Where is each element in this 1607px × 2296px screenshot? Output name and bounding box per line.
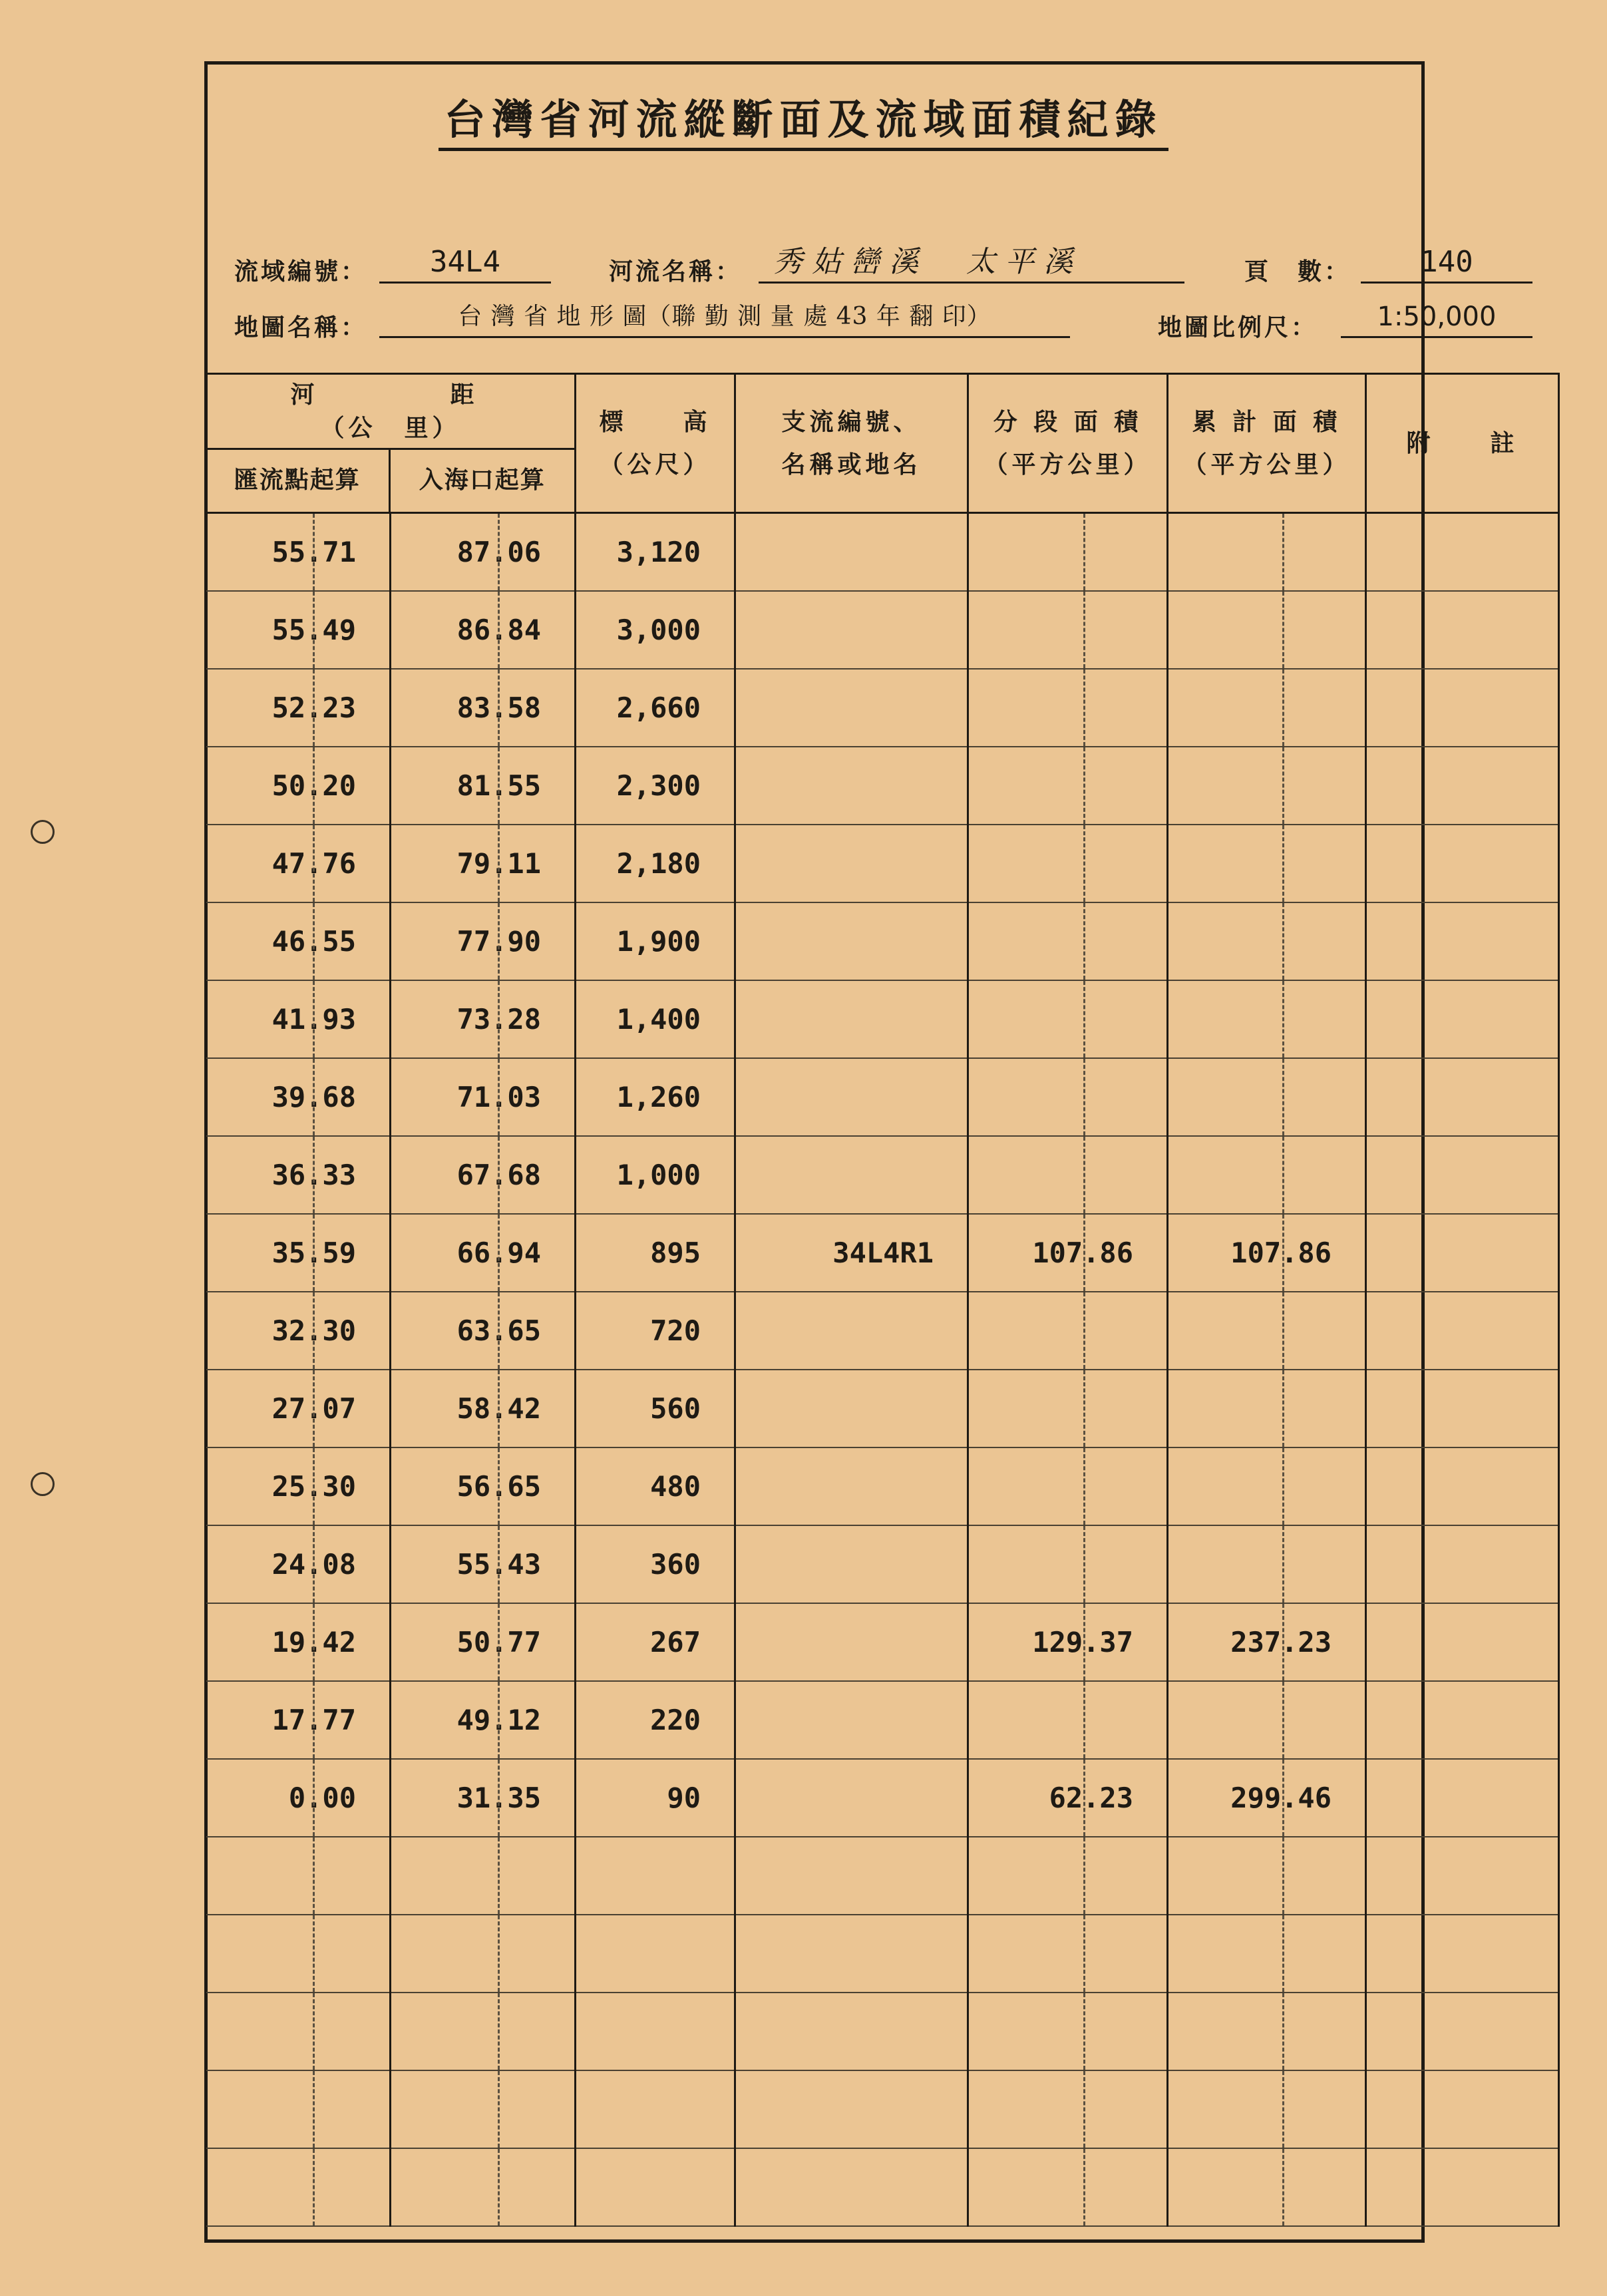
from-mouth-cell: [391, 2148, 576, 2226]
cumulative-area-cell: 107.86: [1168, 1214, 1366, 1292]
decimal-guide-line: [1282, 825, 1284, 902]
from-confluence-cell: [206, 1993, 391, 2070]
remarks-cell: [1366, 825, 1559, 902]
remarks-cell: [1366, 1525, 1559, 1603]
segment-area-cell: [968, 2148, 1168, 2226]
table-row: [206, 1447, 1559, 1525]
from-mouth-cell: 63.65: [391, 1292, 576, 1370]
from-confluence-cell: 17.77: [206, 1681, 391, 1759]
segment-area-cell: [968, 1525, 1168, 1603]
decimal-guide-line: [1282, 670, 1284, 746]
remarks-cell: [1366, 1993, 1559, 2070]
cumulative-area-cell: [1168, 1058, 1366, 1136]
remarks-cell: [1366, 1837, 1559, 1915]
decimal-guide-line: [1083, 1915, 1085, 1992]
segment-area-cell: [968, 902, 1168, 980]
elevation-cell: [576, 1993, 735, 2070]
decimal-guide-line: [1282, 1993, 1284, 2070]
decimal-guide-line: [1083, 1137, 1085, 1213]
cumulative-area-cell: 237.23: [1168, 1603, 1366, 1681]
decimal-guide-line: [1282, 981, 1284, 1057]
table-row: [206, 825, 1559, 902]
from-confluence-cell: 27.07: [206, 1370, 391, 1447]
elevation-cell: 1,400: [576, 980, 735, 1058]
remarks-cell: [1366, 2070, 1559, 2148]
decimal-guide-line: [1083, 1837, 1085, 1914]
scale-label: 地圖比例尺：: [1158, 313, 1318, 341]
tributary-cell: [735, 1058, 968, 1136]
decimal-guide-line: [498, 1448, 500, 1525]
decimal-guide-line: [1282, 1682, 1284, 1758]
decimal-guide-line: [1282, 1448, 1284, 1525]
tributary-cell: [735, 1993, 968, 2070]
cumulative-area-cell: [1168, 825, 1366, 902]
from-mouth-cell: [391, 1993, 576, 2070]
decimal-guide-line: [313, 1292, 315, 1369]
decimal-guide-line: [498, 1137, 500, 1213]
from-confluence-cell: [206, 1837, 391, 1915]
from-mouth-cell: 86.84: [391, 591, 576, 669]
remarks-cell: [1366, 902, 1559, 980]
scale-field: 1:50,000: [1341, 299, 1532, 338]
segment-area-cell: 129.37: [968, 1603, 1168, 1681]
decimal-guide-line: [1083, 747, 1085, 824]
decimal-guide-line: [498, 1993, 500, 2070]
decimal-guide-line: [313, 2149, 315, 2225]
cumulative-area-cell: [1168, 1837, 1366, 1915]
decimal-guide-line: [1282, 592, 1284, 668]
cumulative-area-title: 累 計 面 積: [1192, 408, 1341, 436]
segment-area-header: [968, 374, 1168, 513]
from-mouth-cell: 31.35: [391, 1759, 576, 1837]
from-confluence-cell: [206, 2148, 391, 2226]
decimal-guide-line: [313, 1526, 315, 1603]
table-row: [206, 1370, 1559, 1447]
table-row: [206, 1058, 1559, 1136]
decimal-guide-line: [1083, 903, 1085, 980]
tributary-cell: [735, 591, 968, 669]
decimal-guide-line: [1282, 1292, 1284, 1369]
remarks-cell: [1366, 1136, 1559, 1214]
decimal-guide-line: [1083, 1215, 1085, 1291]
decimal-guide-line: [313, 514, 315, 590]
decimal-guide-line: [1282, 1915, 1284, 1992]
decimal-guide-line: [1083, 1292, 1085, 1369]
decimal-guide-line: [1083, 514, 1085, 590]
decimal-guide-line: [1083, 1059, 1085, 1135]
from-mouth-cell: 66.94: [391, 1214, 576, 1292]
from-confluence-cell: 50.20: [206, 747, 391, 825]
from-mouth-cell: 50.77: [391, 1603, 576, 1681]
from-mouth-cell: 71.03: [391, 1058, 576, 1136]
decimal-guide-line: [1282, 1370, 1284, 1447]
remarks-cell: [1366, 1058, 1559, 1136]
decimal-guide-line: [1282, 903, 1284, 980]
from-mouth-cell: 81.55: [391, 747, 576, 825]
distance-header: [206, 374, 576, 513]
from-mouth-cell: [391, 2070, 576, 2148]
elevation-cell: 360: [576, 1525, 735, 1603]
cumulative-area-cell: [1168, 1292, 1366, 1370]
tributary-title: 支流編號、: [781, 408, 922, 436]
elevation-cell: 895: [576, 1214, 735, 1292]
from-confluence-cell: 41.93: [206, 980, 391, 1058]
remarks-cell: [1366, 980, 1559, 1058]
elevation-cell: 1,260: [576, 1058, 735, 1136]
from-confluence-cell: 36.33: [206, 1136, 391, 1214]
elevation-unit: （公尺）: [599, 451, 711, 478]
river-name-field: 秀姑巒溪 太平溪: [759, 245, 1184, 284]
tributary-title-2: 名稱或地名: [781, 451, 922, 478]
cumulative-area-header: [1168, 374, 1366, 513]
remarks-cell: [1366, 1681, 1559, 1759]
from-confluence-header: 匯流點起算: [206, 448, 391, 512]
decimal-guide-line: [313, 747, 315, 824]
cumulative-area-cell: [1168, 1681, 1366, 1759]
cumulative-area-cell: [1168, 669, 1366, 747]
segment-area-cell: [968, 1370, 1168, 1447]
segment-area-cell: [968, 1136, 1168, 1214]
form-title-wrap: [0, 87, 1607, 146]
cumulative-area-cell: [1168, 591, 1366, 669]
elevation-cell: 480: [576, 1447, 735, 1525]
table-row: [206, 902, 1559, 980]
remarks-cell: [1366, 591, 1559, 669]
segment-area-cell: 107.86: [968, 1214, 1168, 1292]
table-row: [206, 2148, 1559, 2226]
from-confluence-cell: 46.55: [206, 902, 391, 980]
decimal-guide-line: [1083, 981, 1085, 1057]
remarks-cell: [1366, 513, 1559, 592]
decimal-guide-line: [498, 670, 500, 746]
segment-area-cell: [968, 1837, 1168, 1915]
table-row: [206, 2070, 1559, 2148]
tributary-cell: [735, 1136, 968, 1214]
decimal-guide-line: [498, 592, 500, 668]
decimal-guide-line: [498, 1915, 500, 1992]
from-confluence-cell: 35.59: [206, 1214, 391, 1292]
cumulative-area-cell: [1168, 1136, 1366, 1214]
river-name-label: 河流名稱：: [609, 258, 743, 286]
decimal-guide-line: [1083, 1760, 1085, 1836]
binder-hole-top: [31, 820, 55, 844]
map-name-field: 台 灣 省 地 形 圖（聯 勤 測 量 處 43 年 翻 印）: [379, 299, 1070, 338]
decimal-guide-line: [498, 1059, 500, 1135]
decimal-guide-line: [1282, 1215, 1284, 1291]
from-mouth-cell: 79.11: [391, 825, 576, 902]
from-mouth-cell: [391, 1915, 576, 1993]
from-confluence-cell: 55.49: [206, 591, 391, 669]
decimal-guide-line: [498, 1526, 500, 1603]
segment-area-unit: （平方公里）: [983, 451, 1152, 478]
segment-area-cell: [968, 825, 1168, 902]
from-mouth-cell: 58.42: [391, 1370, 576, 1447]
decimal-guide-line: [313, 1915, 315, 1992]
cumulative-area-cell: [1168, 2148, 1366, 2226]
tributary-cell: [735, 902, 968, 980]
decimal-guide-line: [1282, 1059, 1284, 1135]
decimal-guide-line: [498, 1760, 500, 1836]
segment-area-cell: [968, 669, 1168, 747]
decimal-guide-line: [1282, 1604, 1284, 1680]
cumulative-area-cell: [1168, 2070, 1366, 2148]
decimal-guide-line: [1083, 2071, 1085, 2148]
cumulative-area-cell: 299.46: [1168, 1759, 1366, 1837]
decimal-guide-line: [498, 747, 500, 824]
decimal-guide-line: [1083, 1526, 1085, 1603]
elevation-cell: 2,660: [576, 669, 735, 747]
tributary-cell: [735, 1603, 968, 1681]
decimal-guide-line: [498, 825, 500, 902]
tributary-cell: [735, 980, 968, 1058]
from-mouth-cell: 56.65: [391, 1447, 576, 1525]
tributary-cell: [735, 1292, 968, 1370]
segment-area-cell: [968, 1292, 1168, 1370]
elevation-cell: 3,120: [576, 513, 735, 592]
decimal-guide-line: [498, 2149, 500, 2225]
decimal-guide-line: [1282, 747, 1284, 824]
elevation-cell: 3,000: [576, 591, 735, 669]
decimal-guide-line: [498, 1682, 500, 1758]
decimal-guide-line: [1282, 2071, 1284, 2148]
elevation-cell: 2,300: [576, 747, 735, 825]
cumulative-area-cell: [1168, 1370, 1366, 1447]
cumulative-area-cell: [1168, 513, 1366, 592]
basin-no-label: 流域編號：: [234, 258, 368, 286]
decimal-guide-line: [498, 514, 500, 590]
tributary-cell: 34L4R1: [735, 1214, 968, 1292]
basin-no-field: 34L4: [379, 245, 551, 284]
elevation-cell: [576, 1915, 735, 1993]
remarks-cell: [1366, 1915, 1559, 1993]
decimal-guide-line: [1282, 1837, 1284, 1914]
elevation-title: 標 高: [599, 408, 711, 436]
tributary-cell: [735, 1759, 968, 1837]
table-row: [206, 980, 1559, 1058]
tributary-cell: [735, 669, 968, 747]
table-row: [206, 747, 1559, 825]
from-confluence-cell: 19.42: [206, 1603, 391, 1681]
decimal-guide-line: [313, 1993, 315, 2070]
segment-area-cell: [968, 2070, 1168, 2148]
segment-area-cell: [968, 980, 1168, 1058]
table-header-row: [206, 374, 1559, 513]
decimal-guide-line: [1282, 1526, 1284, 1603]
from-mouth-cell: [391, 1837, 576, 1915]
table-row: [206, 513, 1559, 592]
decimal-guide-line: [313, 670, 315, 746]
decimal-guide-line: [1083, 1370, 1085, 1447]
from-confluence-cell: 52.23: [206, 669, 391, 747]
map-name-label: 地圖名稱：: [234, 313, 368, 341]
segment-area-cell: [968, 1447, 1168, 1525]
remarks-cell: [1366, 1759, 1559, 1837]
distance-title: 河 距: [290, 381, 490, 409]
decimal-guide-line: [313, 981, 315, 1057]
decimal-guide-line: [498, 903, 500, 980]
tributary-cell: [735, 825, 968, 902]
decimal-guide-line: [313, 903, 315, 980]
page-label: 頁 數：: [1244, 258, 1351, 286]
decimal-guide-line: [1083, 1993, 1085, 2070]
table-row: [206, 1837, 1559, 1915]
from-mouth-cell: 77.90: [391, 902, 576, 980]
tributary-cell: [735, 1370, 968, 1447]
remarks-cell: [1366, 1214, 1559, 1292]
segment-area-cell: [968, 1993, 1168, 2070]
from-confluence-cell: 39.68: [206, 1058, 391, 1136]
table-row: [206, 1993, 1559, 2070]
remarks-cell: [1366, 1447, 1559, 1525]
cumulative-area-cell: [1168, 747, 1366, 825]
from-confluence-cell: 47.76: [206, 825, 391, 902]
remarks-cell: [1366, 747, 1559, 825]
from-mouth-cell: 87.06: [391, 513, 576, 592]
elevation-cell: 267: [576, 1603, 735, 1681]
page-no-field: 140: [1361, 245, 1532, 284]
decimal-guide-line: [1282, 1760, 1284, 1836]
decimal-guide-line: [1083, 825, 1085, 902]
segment-area-cell: [968, 591, 1168, 669]
cumulative-area-cell: [1168, 1525, 1366, 1603]
decimal-guide-line: [1282, 2149, 1284, 2225]
decimal-guide-line: [1083, 592, 1085, 668]
distance-unit: （公 里）: [320, 414, 460, 442]
segment-area-cell: [968, 1058, 1168, 1136]
from-confluence-cell: 25.30: [206, 1447, 391, 1525]
decimal-guide-line: [498, 981, 500, 1057]
elevation-cell: [576, 2070, 735, 2148]
segment-area-cell: [968, 513, 1168, 592]
from-mouth-cell: 73.28: [391, 980, 576, 1058]
cumulative-area-cell: [1168, 1915, 1366, 1993]
form-title: 台灣省河流縱斷面及流域面積紀錄: [439, 95, 1168, 151]
elevation-cell: 560: [576, 1370, 735, 1447]
table-row: [206, 1681, 1559, 1759]
from-mouth-cell: 55.43: [391, 1525, 576, 1603]
tributary-cell: [735, 2148, 968, 2226]
remarks-cell: [1366, 1603, 1559, 1681]
tributary-cell: [735, 2070, 968, 2148]
decimal-guide-line: [498, 1370, 500, 1447]
decimal-guide-line: [313, 1448, 315, 1525]
elevation-cell: [576, 1837, 735, 1915]
table-row: [206, 669, 1559, 747]
table-row: [206, 1292, 1559, 1370]
remarks-header: 附 註: [1366, 374, 1559, 513]
decimal-guide-line: [498, 1604, 500, 1680]
tributary-cell: [735, 1681, 968, 1759]
segment-area-cell: [968, 747, 1168, 825]
elevation-cell: [576, 2148, 735, 2226]
from-confluence-cell: [206, 2070, 391, 2148]
tributary-cell: [735, 513, 968, 592]
decimal-guide-line: [313, 1760, 315, 1836]
decimal-guide-line: [313, 1215, 315, 1291]
from-confluence-cell: 0.00: [206, 1759, 391, 1837]
binder-hole-bottom: [31, 1472, 55, 1496]
elevation-cell: 220: [576, 1681, 735, 1759]
elevation-cell: 1,900: [576, 902, 735, 980]
cumulative-area-unit: （平方公里）: [1182, 451, 1351, 478]
segment-area-cell: [968, 1681, 1168, 1759]
tributary-cell: [735, 1915, 968, 1993]
segment-area-cell: [968, 1915, 1168, 1993]
tributary-header: [735, 374, 968, 513]
elevation-cell: 1,000: [576, 1136, 735, 1214]
from-mouth-cell: 83.58: [391, 669, 576, 747]
table-body: [206, 513, 1559, 2227]
decimal-guide-line: [1083, 1604, 1085, 1680]
elevation-cell: 90: [576, 1759, 735, 1837]
decimal-guide-line: [1083, 670, 1085, 746]
table-row: [206, 1214, 1559, 1292]
table-row: [206, 1525, 1559, 1603]
decimal-guide-line: [313, 1837, 315, 1914]
decimal-guide-line: [313, 1059, 315, 1135]
from-confluence-cell: [206, 1915, 391, 1993]
decimal-guide-line: [1083, 2149, 1085, 2225]
from-mouth-cell: 67.68: [391, 1136, 576, 1214]
decimal-guide-line: [313, 825, 315, 902]
elevation-cell: 720: [576, 1292, 735, 1370]
remarks-cell: [1366, 2148, 1559, 2226]
cumulative-area-cell: [1168, 902, 1366, 980]
segment-area-cell: 62.23: [968, 1759, 1168, 1837]
table-row: [206, 1915, 1559, 1993]
from-confluence-cell: 24.08: [206, 1525, 391, 1603]
decimal-guide-line: [1282, 1137, 1284, 1213]
decimal-guide-line: [498, 1292, 500, 1369]
decimal-guide-line: [313, 1682, 315, 1758]
elevation-header: [576, 374, 735, 513]
table-row: [206, 1136, 1559, 1214]
tributary-cell: [735, 747, 968, 825]
decimal-guide-line: [313, 1604, 315, 1680]
cumulative-area-cell: [1168, 980, 1366, 1058]
decimal-guide-line: [1083, 1448, 1085, 1525]
decimal-guide-line: [1282, 514, 1284, 590]
decimal-guide-line: [313, 1370, 315, 1447]
cumulative-area-cell: [1168, 1447, 1366, 1525]
from-confluence-cell: 55.71: [206, 513, 391, 592]
from-confluence-cell: 32.30: [206, 1292, 391, 1370]
segment-area-title: 分 段 面 積: [993, 408, 1143, 436]
tributary-cell: [735, 1525, 968, 1603]
remarks-cell: [1366, 1292, 1559, 1370]
decimal-guide-line: [498, 2071, 500, 2148]
tributary-cell: [735, 1447, 968, 1525]
remarks-cell: [1366, 1370, 1559, 1447]
from-mouth-cell: 49.12: [391, 1681, 576, 1759]
table-row: [206, 1603, 1559, 1681]
from-mouth-header: 入海口起算: [419, 466, 546, 494]
decimal-guide-line: [313, 1137, 315, 1213]
elevation-cell: 2,180: [576, 825, 735, 902]
decimal-guide-line: [498, 1215, 500, 1291]
tributary-cell: [735, 1837, 968, 1915]
decimal-guide-line: [1083, 1682, 1085, 1758]
cumulative-area-cell: [1168, 1993, 1366, 2070]
decimal-guide-line: [498, 1837, 500, 1914]
table-row: [206, 591, 1559, 669]
decimal-guide-line: [313, 2071, 315, 2148]
record-table: [204, 373, 1560, 2227]
remarks-cell: [1366, 669, 1559, 747]
decimal-guide-line: [313, 592, 315, 668]
table-row: [206, 1759, 1559, 1837]
